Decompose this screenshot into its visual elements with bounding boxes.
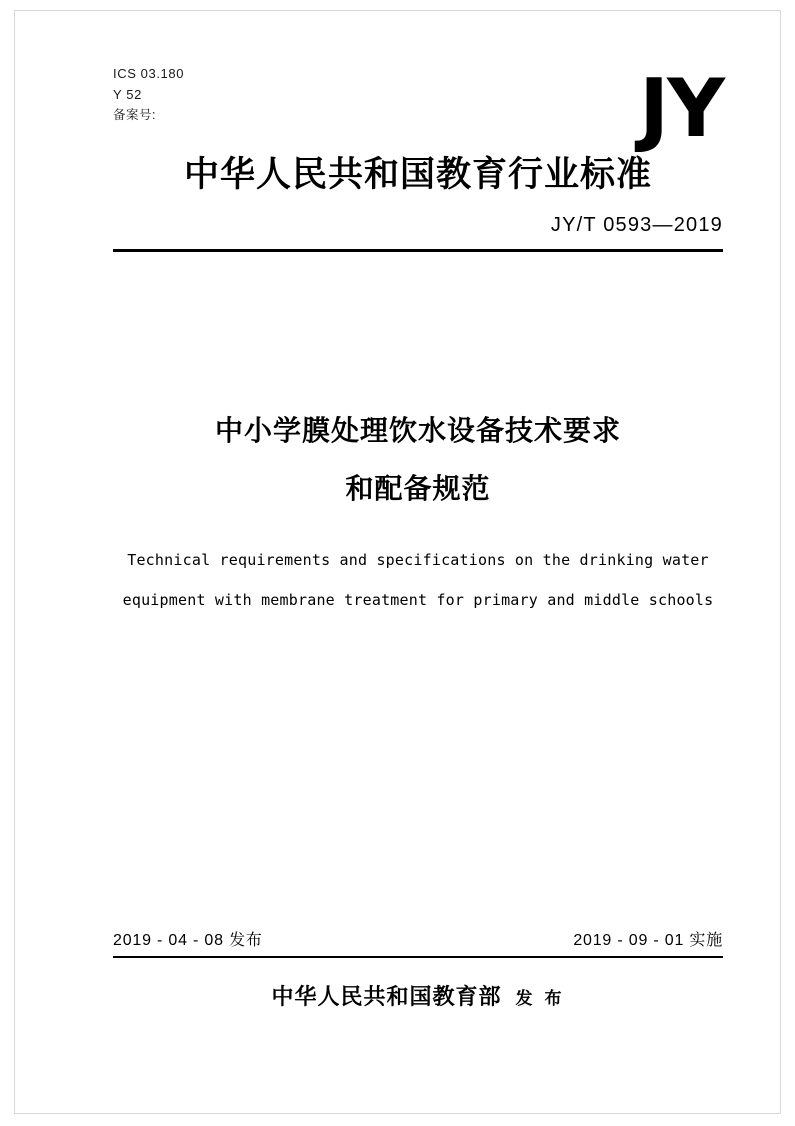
classification-code: Y 52	[113, 87, 142, 102]
standard-number: JY/T 0593—2019	[550, 214, 723, 236]
ics-code: ICS 03.180	[113, 66, 185, 81]
jy-logo: JY	[639, 62, 723, 155]
header-divider-rule	[113, 249, 723, 252]
document-sheet	[14, 10, 781, 1114]
document-title-cn-line-2: 和配备规范	[345, 472, 491, 505]
footer-divider-rule	[113, 956, 723, 958]
issue-date: 2019 - 04 - 08 发布	[113, 932, 263, 949]
page-top-margin	[0, 0, 795, 8]
header-meta-block	[113, 63, 723, 126]
document-title-en	[113, 540, 723, 620]
document-title-en-line-2: equipment with membrane treatment for primary and middle schools	[122, 591, 714, 609]
cover-content	[113, 63, 723, 620]
document-title-cn-line-1: 中小学膜处理饮水设备技术要求	[214, 414, 621, 447]
issuer-verb: 发 布	[515, 989, 565, 1009]
document-title-cn	[113, 402, 723, 518]
authority-title: 中华人民共和国教育行业标准	[183, 155, 652, 195]
footer-dates	[113, 927, 723, 956]
issuing-organization	[113, 980, 723, 1011]
document-title-en-line-1: Technical requirements and specifications on the drinking water	[127, 551, 709, 569]
record-number-label: 备案号:	[113, 108, 156, 122]
effective-date: 2019 - 09 - 01 实施	[573, 932, 723, 949]
cover-footer	[113, 927, 723, 1011]
issuer-name: 中华人民共和国教育部	[271, 985, 502, 1010]
